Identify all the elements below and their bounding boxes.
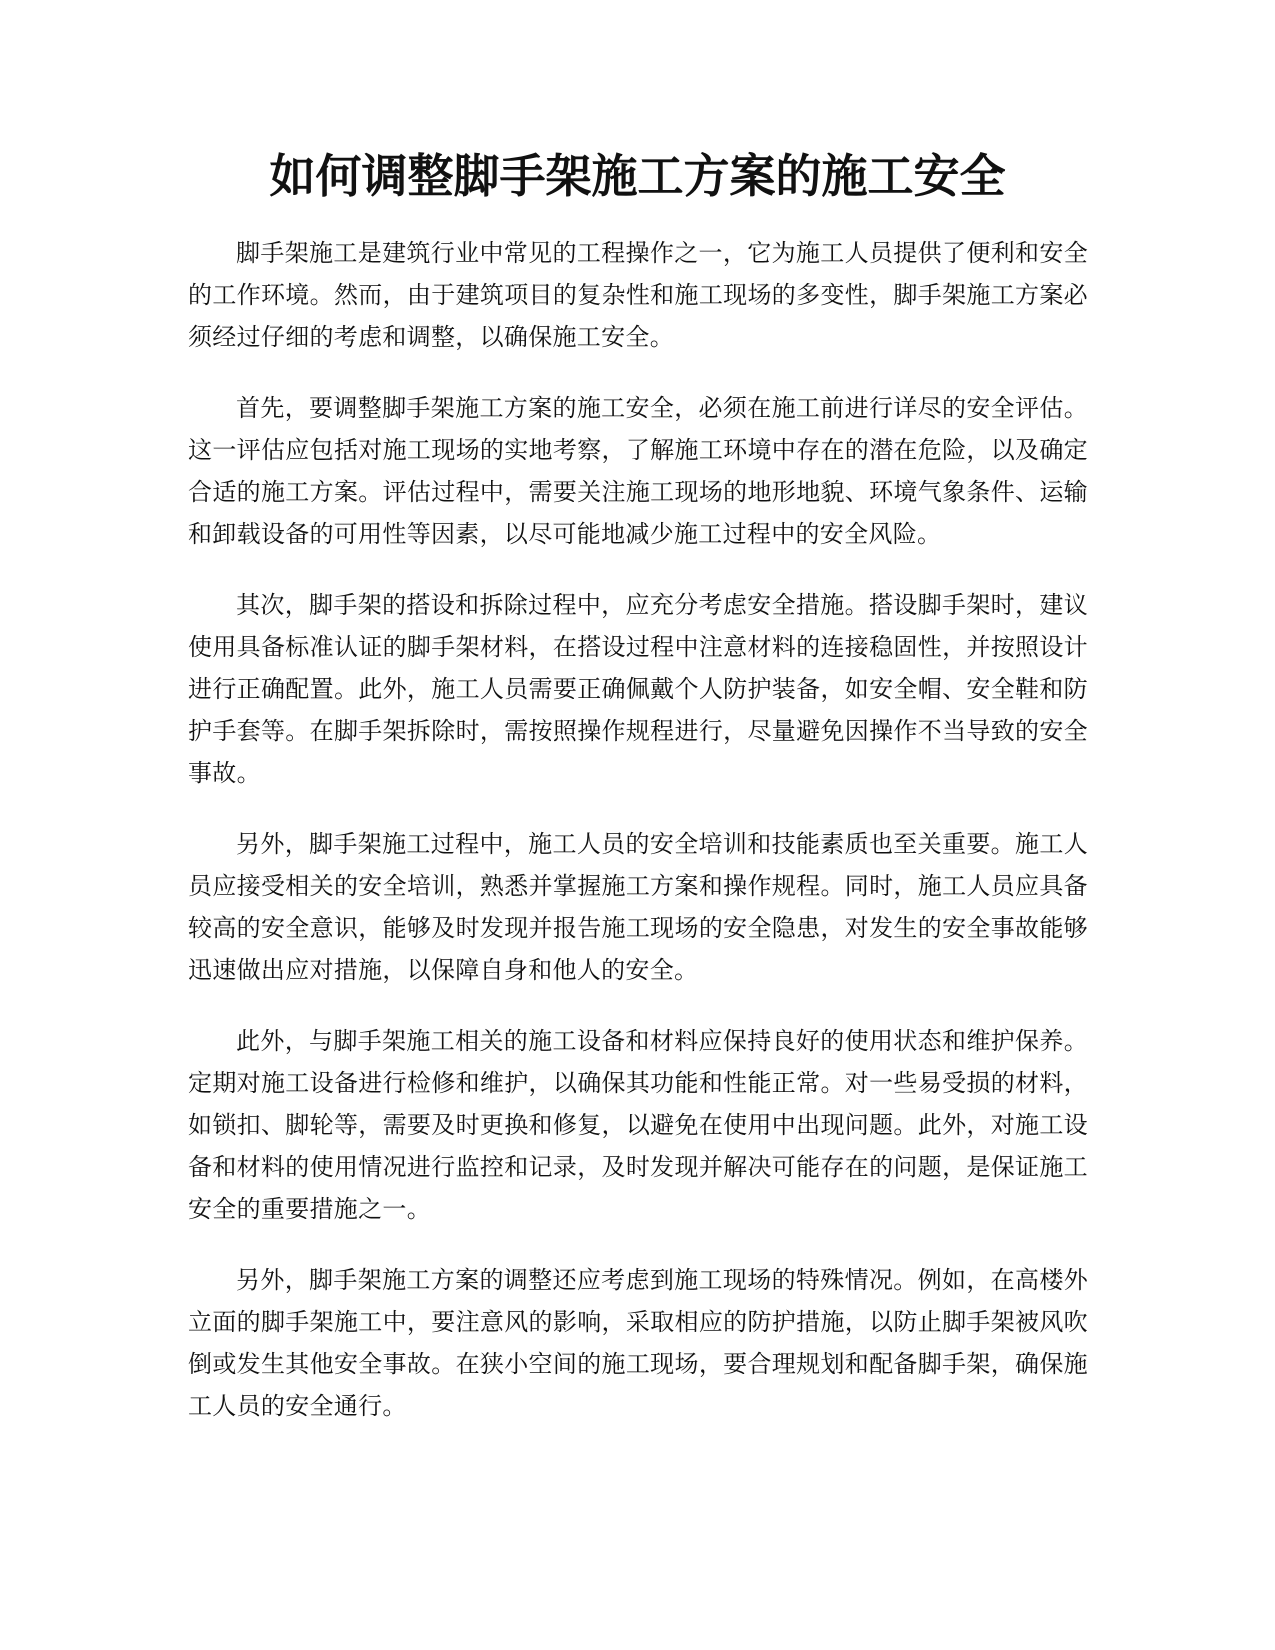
document-title: 如何调整脚手架施工方案的施工安全 [269,149,1006,203]
paragraph-1: 脚手架施工是建筑行业中常见的工程操作之一，它为施工人员提供了便利和安全的工作环境。然而，由于建筑项目的复杂性和施工现场的多变性，脚手架施工方案必须经过仔细的考虑和调整，以确保施工安全。 [188,239,1088,351]
paragraph-4: 另外，脚手架施工过程中，施工人员的安全培训和技能素质也至关重要。施工人员应接受相关的安全培训，熟悉并掌握施工方案和操作规程。同时，施工人员应具备较高的安全意识，能够及时发现并报告施工现场的安全隐患，对发生的安全事故能够迅速做出应对措施，以保障自身和他人的安全。 [188,830,1088,984]
paragraph-6: 另外，脚手架施工方案的调整还应考虑到施工现场的特殊情况。例如，在高楼外立面的脚手架施工中，要注意风的影响，采取相应的防护措施，以防止脚手架被风吹倒或发生其他安全事故。在狭小空间的施工现场，要合理规划和配备脚手架，确保施工人员的安全通行。 [188,1266,1088,1420]
paragraph-3: 其次，脚手架的搭设和拆除过程中，应充分考虑安全措施。搭设脚手架时，建议使用具备标准认证的脚手架材料，在搭设过程中注意材料的连接稳固性，并按照设计进行正确配置。此外，施工人员需要正确佩戴个人防护装备，如安全帽、安全鞋和防护手套等。在脚手架拆除时，需按照操作规程进行，尽量避免因操作不当导致的安全事故。 [188,591,1088,787]
document-body [188,232,1088,1456]
paragraph-2: 首先，要调整脚手架施工方案的施工安全，必须在施工前进行详尽的安全评估。这一评估应包括对施工现场的实地考察，了解施工环境中存在的潜在危险，以及确定合适的施工方案。评估过程中，需要关注施工现场的地形地貌、环境气象条件、运输和卸载设备的可用性等因素，以尽可能地减少施工过程中的安全风险。 [188,394,1088,548]
paragraph-5: 此外，与脚手架施工相关的施工设备和材料应保持良好的使用状态和维护保养。定期对施工设备进行检修和维护，以确保其功能和性能正常。对一些易受损的材料，如锁扣、脚轮等，需要及时更换和修复，以避免在使用中出现问题。此外，对施工设备和材料的使用情况进行监控和记录，及时发现并解决可能存在的问题，是保证施工安全的重要措施之一。 [188,1027,1088,1223]
